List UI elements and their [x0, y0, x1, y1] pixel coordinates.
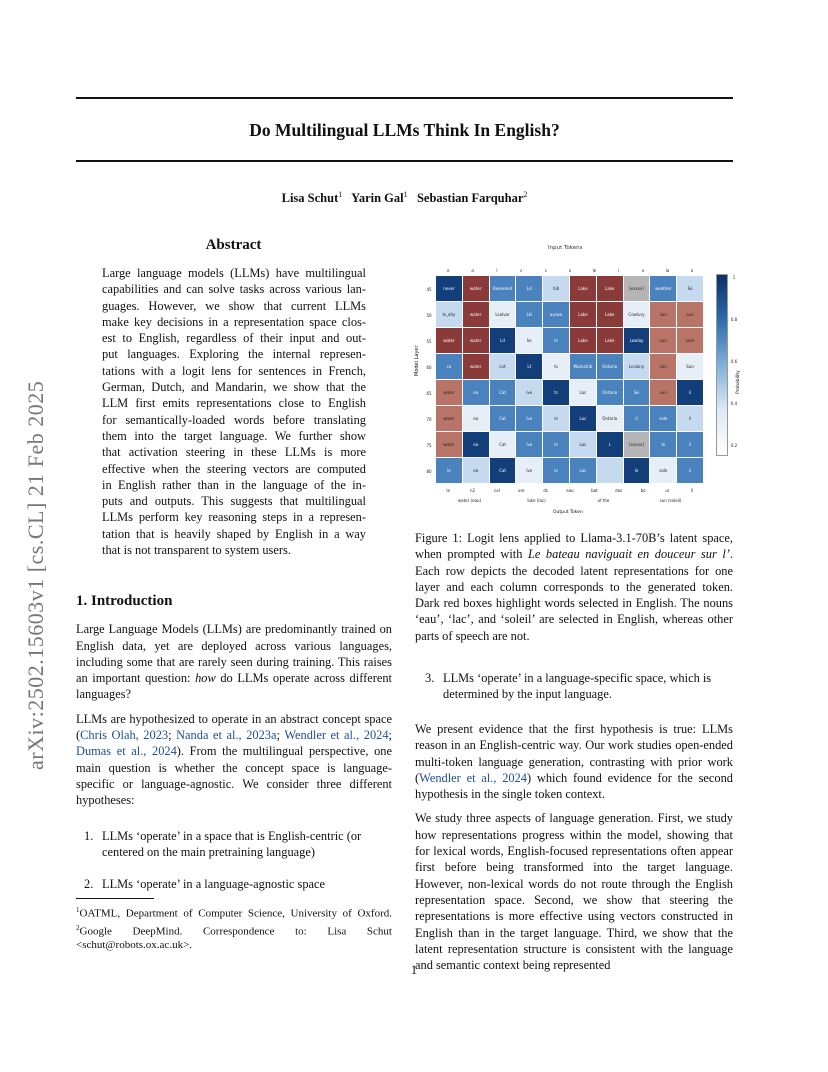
x-axis-label: Output Token — [553, 510, 583, 515]
legend-tick: 0.8 — [730, 316, 738, 322]
layerticks-label: 75 — [426, 442, 432, 448]
legend-label: Probability — [736, 370, 741, 394]
figure-top-label: Input Tokens — [548, 245, 583, 251]
legend-tick: 0.4 — [730, 400, 738, 406]
layerticks-label: 65 — [426, 390, 432, 396]
legend-tick: 1 — [732, 274, 736, 280]
heatmap-cell: Lake — [570, 328, 596, 353]
heatmap-cell: ts — [543, 432, 569, 457]
heatmap-cell: sole — [650, 406, 676, 431]
abstract-line: that is not transparent to system users. — [102, 543, 291, 558]
hypothesis-item: 2. LLMs ‘operate’ in a language-agnostic space — [84, 877, 326, 891]
heatmap-cell: sun — [677, 302, 703, 327]
colhead-label: la — [665, 267, 670, 273]
abstract-line: LLMs perform key reasoning steps in a represen- — [102, 510, 366, 525]
heatmap-cell: Cat — [490, 458, 516, 483]
heatmap-cell: ke — [516, 328, 542, 353]
heatmap-cell — [597, 458, 623, 483]
legend-tick: 0.2 — [730, 442, 738, 448]
heatmap-cell: ive — [516, 432, 542, 457]
heatmap-cell: ts — [543, 354, 569, 379]
heatmap-cell: ts — [543, 458, 569, 483]
colhead-label: le — [592, 267, 597, 273]
heatmap-cell: le — [650, 432, 676, 457]
heatmap-cell: la_ahy — [436, 302, 462, 327]
layerticks-label: 45 — [426, 286, 432, 292]
abstract-heading: Abstract — [205, 237, 262, 253]
arxiv-identifier: arXiv:2502.15603v1 [cs.CL] 21 Feb 2025 — [23, 380, 48, 770]
heatmap-cell: Lac — [570, 406, 596, 431]
heatmap-cell: le — [624, 458, 650, 483]
heatmap-cell: il — [677, 432, 703, 457]
layerticks-label: 80 — [426, 468, 432, 474]
heatmap-cell: Lac — [570, 458, 596, 483]
heatmap-cell: Cat — [490, 380, 516, 405]
affiliation-mark: 1 — [338, 190, 343, 199]
legend-tick: 0.6 — [730, 358, 738, 364]
heatmap-cell: water — [436, 406, 462, 431]
heatmap-cell: water — [463, 276, 489, 301]
heatmap-cell: [xxxxx] — [624, 276, 650, 301]
colhead-label: l — [496, 267, 498, 273]
heatmap-cell: Ontario — [597, 380, 623, 405]
heatmap-cell: water — [436, 380, 462, 405]
heatmap-cell: Lake — [570, 276, 596, 301]
footnote: $^1$OATML, Department of Computer Science, University of Oxford. $^2$Google DeepMind. Correspondence to: Lisa Schut <schut@robots.ox.ac.uk>. — [76, 906, 392, 952]
heatmap-cell: Lake — [597, 328, 623, 353]
heatmap-cell: ea — [463, 380, 489, 405]
heatmap-cell: Lake — [597, 302, 623, 327]
heatmap-cell: Lac — [570, 380, 596, 405]
bottomtok-label: bat — [591, 487, 598, 493]
colhead-label: i — [618, 267, 620, 273]
page-number: 1 — [410, 963, 418, 977]
heatmap-cell: ea — [463, 406, 489, 431]
abstract-line: for semantically-loaded words before translating — [102, 412, 366, 427]
group-labels — [436, 495, 704, 505]
heatmap-grid — [436, 276, 704, 484]
abstract-line: make key decisions in a representation space clos- — [102, 314, 366, 329]
layerticks-label: 60 — [426, 364, 432, 370]
bottomtok-label: bo — [640, 487, 646, 493]
layerticks-label: 50 — [426, 312, 432, 318]
heatmap-cell: Lnt — [490, 354, 516, 379]
heatmap-cell: Lowlay — [624, 328, 650, 353]
heatmap-cell: sum — [677, 328, 703, 353]
heatmap-cell: Ld — [490, 328, 516, 353]
abstract-line: German, Dutch, and Mandarin, we show that the — [102, 380, 366, 395]
hypothesis-item: 1. LLMs ‘operate’ in a space that is English-centric (or centered on the main pretraining language) — [84, 829, 362, 860]
heatmap-cell: Cat — [490, 406, 516, 431]
abstract-line: capabilities and can solve tasks across various lan- — [102, 282, 366, 297]
heatmap-cell: Lake — [570, 302, 596, 327]
bottom-tokens — [436, 486, 704, 494]
legend-ticks — [728, 274, 740, 454]
heatmap-cell: Sun — [677, 354, 703, 379]
heatmap-cell: ive — [516, 380, 542, 405]
citation-link[interactable]: Dumas et al., 2024 — [76, 744, 177, 759]
heatmap-cell: sun — [650, 302, 676, 327]
bottomtok-label: col — [494, 487, 500, 493]
layerticks-label: 55 — [426, 338, 432, 344]
heatmap-cell: sun — [650, 354, 676, 379]
colhead-label: a — [471, 267, 474, 273]
heatmap-cell: Lt — [516, 354, 542, 379]
bottomtok-label: le — [446, 487, 450, 493]
heatmap-cell: Se — [624, 380, 650, 405]
colhead-label: s — [544, 267, 547, 273]
heatmap-cell: water — [436, 328, 462, 353]
section-heading: 1. Introduction — [76, 593, 173, 609]
column-headers — [436, 266, 704, 274]
colhead-label: e — [641, 267, 645, 273]
abstract-line: that activation steering in these LLMs is more — [102, 445, 366, 460]
grouplbl-label: lake (lac) — [527, 497, 546, 503]
grouplbl-label: water (eau) — [457, 497, 482, 503]
heatmap-cell: il — [677, 380, 703, 405]
heatmap-cell: Ld — [516, 276, 542, 301]
colhead-label: o — [568, 267, 572, 273]
heatmap-cell: water — [436, 432, 462, 457]
abstract-line: est to English, regardless of their input and out- — [102, 331, 366, 346]
colhead-label: c — [520, 267, 523, 273]
abstract-line: effective when the steering vectors are computed — [102, 461, 366, 476]
grouplbl-label: of the — [597, 497, 610, 503]
heatmap-cell: il — [624, 406, 650, 431]
heatmap-cell: Lki — [516, 302, 542, 327]
top-rule — [76, 97, 733, 99]
heatmap-cell: ca — [436, 354, 462, 379]
bottomtok-label: ur — [665, 487, 670, 493]
heatmap-cell: L — [597, 432, 623, 457]
abstract-line: them into the target language. We further show — [102, 428, 366, 443]
heatmap-cell: [xxxxx] — [624, 432, 650, 457]
introduction-section — [76, 593, 392, 817]
body-paragraph: We present evidence that the first hypothesis is true: LLMs reason in an English-centric way. Our work studies open-ended multi-token language generation, contrasting with prior work (Wendler et al., 2024) which found evidence for the second hypothesis in the single token context. — [415, 722, 733, 802]
heatmap-cell: Ontario — [597, 406, 623, 431]
abstract-line: LLM first emits representations close to English — [102, 396, 366, 411]
heatmap-cell: ea — [463, 432, 489, 457]
heatmap-cell: Cat — [490, 432, 516, 457]
heatmap-cell: Cowlury — [624, 302, 650, 327]
footnote-rule — [76, 898, 154, 899]
heatmap-cell: Lcolony — [624, 354, 650, 379]
heatmap-cell: Lac — [570, 432, 596, 457]
abstract-line: puts and outputs. This suggests that multilingual — [102, 494, 366, 509]
heatmap-cell: sole — [650, 458, 676, 483]
abstract-line: in English rather than in the language of the in- — [102, 477, 366, 492]
heatmap-cell: aurwo — [543, 302, 569, 327]
citation-link[interactable]: Wendler et al., 2024 — [284, 728, 389, 743]
colhead-label: a — [690, 267, 694, 273]
heatmap-cell: weather — [650, 276, 676, 301]
title-bottom-rule — [76, 160, 733, 162]
bottomtok-label: des — [615, 487, 623, 493]
layerticks-label: 70 — [426, 416, 432, 422]
heatmap-cell: So — [677, 276, 703, 301]
heatmap-cell: il — [677, 406, 703, 431]
bottomtok-label: eau — [566, 487, 574, 493]
color-legend — [716, 274, 728, 456]
citation-link[interactable]: Chris Olah, 2023 — [80, 728, 169, 743]
intro-paragraph: LLMs are hypothesized to operate in an abstract concept space (Chris Olah, 2023; Nanda et al., 2023a; Wendler et al., 2024; Dumas et al., 2024). From the multilingual perspective, one main question is whether the concept space is language-specific or language-agnostic. We consider three different hypotheses: — [76, 711, 392, 808]
abstract-line: Large language models (LLMs) have multilingual — [102, 266, 366, 280]
intro-paragraph: Large Language Models (LLMs) are predominantly trained on English data, yet are deployed across various languages, including some that are rarely seen during training. This raises an important question: how do LLMs operate across different languages? — [76, 622, 392, 702]
heatmap-cell: le — [436, 458, 462, 483]
heatmap-cell: water — [463, 302, 489, 327]
abstract-body — [102, 265, 366, 558]
heatmap-cell: water — [463, 354, 489, 379]
figure-caption: Figure 1: Logit lens applied to Llama-3.1-70B’s latent space, when prompted with Le bateau naviguait en douceur sur l’. Each row depicts the decoded latent representations for one layer and each column corresponds to the generated token. Dark red boxes highlight words selected in English. The nouns ‘eau’, ‘lac’, and ‘soleil’ are selected in English, whereas other parts of speech are not. — [415, 531, 733, 643]
abstract-line: put languages. Exploring the internal represen- — [102, 347, 366, 362]
hypothesis-item: 3. LLMs ‘operate’ in a language-specific space, which is determined by the input language. — [425, 671, 712, 702]
y-axis-label: Model Layer — [414, 345, 420, 376]
right-column-text — [415, 721, 733, 981]
author-name: Sebastian Farquhar — [416, 191, 524, 206]
bottomtok-label: ll — [690, 487, 693, 493]
abstract-line: tations with a logit lens for sentences in French, — [102, 363, 366, 378]
abstract-line: tation that is heavily shaped by English in a way — [102, 526, 366, 541]
bottomtok-label: ds — [543, 487, 548, 493]
body-paragraph: We study three aspects of language generation. First, we study how representations progress within the model, showing that for lexical words, English-focused representations often appear first before being transformed into the target language. However, non-lexical words do not route through the English representation space. Second, we show that steering the representations is more effective using vectors constructed in English than in the target language. Third, we show that the latent representation structure is consistent with the language and semantic context being represented — [415, 811, 733, 973]
heatmap-cell: sun — [650, 380, 676, 405]
author-name: Yarin Gal — [351, 191, 404, 206]
citation-link[interactable]: Nanda et al., 2023a — [176, 728, 277, 743]
heatmap-cell: Reverend — [490, 276, 516, 301]
paper-title: Do Multilingual LLMs Think In English? — [249, 120, 560, 140]
layer-ticks — [424, 276, 434, 484]
bottomtok-label: n2 — [469, 487, 476, 493]
heatmap-cell: hib — [543, 276, 569, 301]
author-list — [76, 190, 733, 206]
heatmap-cell: ea — [463, 458, 489, 483]
citation-link[interactable]: Wendler et al., 2024 — [419, 770, 527, 785]
affiliation-mark: 1 — [403, 190, 408, 199]
heatmap-cell: ts — [543, 328, 569, 353]
colhead-label: e — [446, 267, 450, 273]
heatmap-cell: Ontario — [597, 354, 623, 379]
grouplbl-label: sun (soleil) — [659, 497, 682, 503]
bottomtok-label: ore — [518, 487, 525, 493]
heatmap-cell: ive — [516, 458, 542, 483]
heatmap-cell: ts — [543, 406, 569, 431]
heatmap-cell: never — [436, 276, 462, 301]
heatmap-cell: ts — [543, 380, 569, 405]
heatmap-cell: Lsalvar — [490, 302, 516, 327]
heatmap-cell: water — [463, 328, 489, 353]
logit-lens-figure — [414, 236, 741, 522]
heatmap-cell: Workstrib — [570, 354, 596, 379]
affiliation-mark: 2 — [523, 190, 528, 199]
heatmap-cell: sun — [650, 328, 676, 353]
abstract-line: guages. However, we show that current LLMs — [102, 298, 366, 313]
heatmap-cell: ive — [516, 406, 542, 431]
heatmap-cell: il — [677, 458, 703, 483]
heatmap-cell: Lake — [597, 276, 623, 301]
author-name: Lisa Schut — [281, 191, 339, 206]
